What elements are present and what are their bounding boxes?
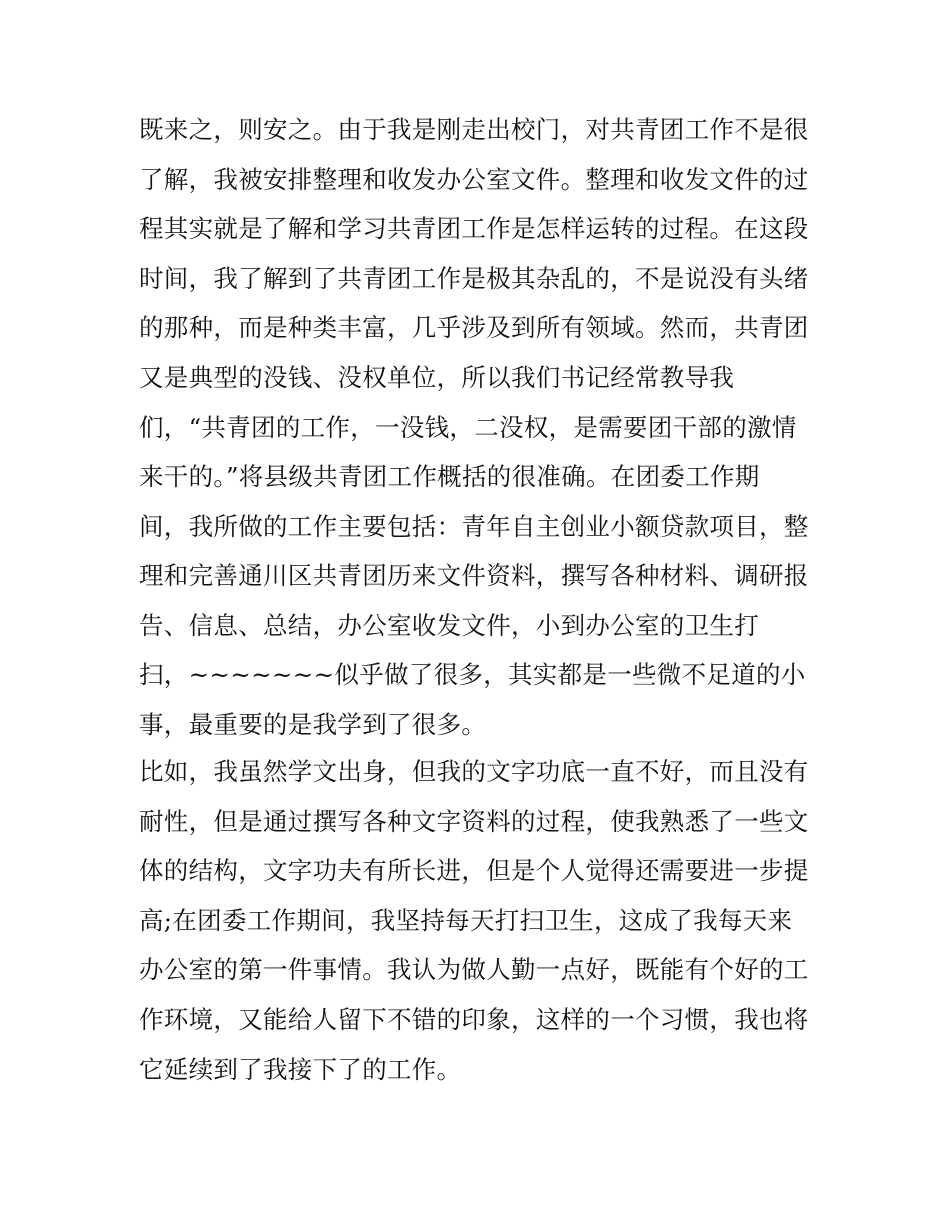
text-line: 耐性，但是通过撰写各种文字资料的过程，使我熟悉了一些文: [139, 807, 809, 836]
text-line: 事，最重要的是我学到了很多。: [139, 710, 487, 739]
text-line: 来干的。”将县级共青团工作概括的很准确。在团委工作期: [139, 462, 760, 491]
text-line: 的那种，而是种类丰富，几乎涉及到所有领域。然而，共青团: [139, 313, 809, 342]
text-line: 它延续到了我接下了的工作。: [139, 1055, 462, 1084]
text-line: 时间，我了解到了共青团工作是极其杂乱的，不是说没有头绪: [139, 264, 809, 293]
text-line: 告、信息、总结，办公室收发文件，小到办公室的卫生打: [139, 611, 759, 640]
text-line: 了解，我被安排整理和收发办公室文件。整理和收发文件的过: [139, 165, 809, 194]
text-line: 又是典型的没钱、没权单位，所以我们书记经常教导我: [139, 363, 735, 392]
text-line: 既来之，则安之。由于我是刚走出校门，对共青团工作不是很: [139, 115, 809, 144]
text-line: 作环境，又能给人留下不错的印象，这样的一个习惯，我也将: [139, 1005, 809, 1034]
text-line: 们，“共青团的工作，一没钱，二没权，是需要团干部的激情: [139, 413, 797, 442]
text-line: 比如，我虽然学文出身，但我的文字功底一直不好，而且没有: [139, 757, 809, 786]
text-line: 程其实就是了解和学习共青团工作是怎样运转的过程。在这段: [139, 214, 809, 243]
text-line: 高;在团委工作期间，我坚持每天打扫卫生，这成了我每天来: [139, 906, 793, 935]
text-line: 体的结构，文字功夫有所长进，但是个人觉得还需要进一步提: [139, 856, 809, 885]
text-line: 办公室的第一件事情。我认为做人勤一点好，既能有个好的工: [139, 955, 809, 984]
text-line: 理和完善通川区共青团历来文件资料，撰写各种材料、调研报: [139, 561, 809, 590]
text-line: 间，我所做的工作主要包括：青年自主创业小额贷款项目，整: [139, 512, 809, 541]
text-line: 扫，~~~~~~~似乎做了很多，其实都是一些微不足道的小: [139, 660, 806, 689]
